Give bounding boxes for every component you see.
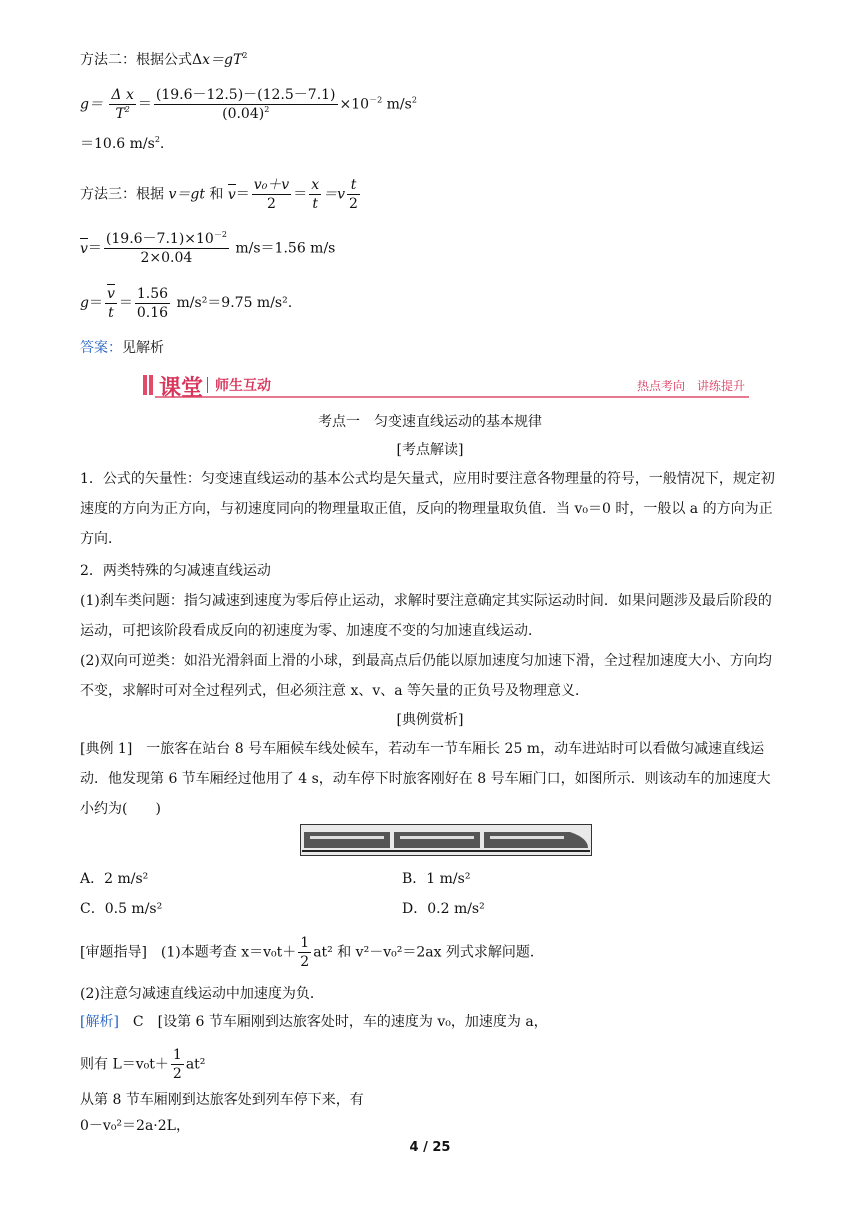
answer-text: 见解析 [122, 340, 164, 356]
option-c: C．0.5 m/s² [80, 901, 163, 917]
page-number: 4 / 25 [409, 1140, 451, 1155]
answer-line [80, 338, 164, 358]
paragraph-3: (1)刹车类问题：指匀减速到速度为零后停止运动，求解时要注意确定其实际运动时间．如果问题涉及最后阶段的运动，可把该阶段看成反向的初速度为零、加速度不变的匀加速直线运动． [80, 593, 772, 639]
paragraph-2: 2．两类特殊的匀减速直线运动 [80, 563, 271, 579]
analysis-title: [考点解读] [396, 442, 464, 458]
g-eq: g＝ [80, 96, 103, 113]
option-d: D．0.2 m/s² [402, 901, 485, 917]
guide-line: [审题指导] (1)本题考查 x＝v₀t＋ $\frac{1}{2}$ at² 和 v²－v₀²＝2ax 列式求解问题． [80, 935, 544, 970]
v-bar: v [228, 184, 236, 205]
method3-line: 方法三：根据 v＝gt 和 v＝ $\frac{\text{v₀＋v}}{2}$ ＝ $\frac{x}{t}$ ＝v $\frac{t}{2}$ [80, 177, 358, 212]
method2-label: 方法二：根据公式Δ [80, 52, 203, 68]
section-banner [143, 373, 749, 399]
option-a: A．2 m/s² [80, 871, 149, 887]
paragraph-1: 1．公式的矢量性：匀变速直线运动的基本公式均是矢量式，应用时要注意各物理量的符号，一般情况下，规定初速度的方向为正方向，与初速度同向的物理量取正值，反向的物理量取负值．当 v₀＝0 时，一般以 a 的方向为正方向． [80, 471, 775, 547]
option-b: B．1 m/s² [402, 871, 471, 887]
banner-right-text: 热点考向 讲练提升 [636, 379, 745, 393]
method2-calc: g＝ $\frac{\text{Δ x}}{T^2}$ ＝ $\frac{(19.6-12.5)-(12.5-7.1)}{(0.04)^2}$ $\times 10^{-2}$ $m/s^2$ [80, 87, 417, 122]
solution-formula: 则有 L＝v₀t＋ $\frac{1}{2}$ at² [80, 1047, 206, 1082]
banner-big-text: 课堂 [159, 376, 204, 401]
method2-formula: x＝gT [202, 52, 243, 68]
example-text: [典例 1] 一旅客在站台 8 号车厢候车线处候车，若动车一节车厢长 25 m，动车进站时可以看做匀减速直线运动．他发现第 6 节车厢经过他用了 4 s，动车停下时旅客刚好在 8 号车厢门口，如图所示．则该动车的加速度大小约为( ) [80, 741, 771, 817]
method2-line: 方法二：根据公式$\Delta x=gT^2$ [80, 51, 248, 68]
method3-vbar-calc: v＝ $\frac{(19.6-7.1)\times 10^{-2}}{2\times 0.04}$ m/s＝1.56 m/s [80, 230, 336, 266]
banner-small-text: 师生互动 [215, 378, 271, 394]
guide-label: [审题指导] [80, 944, 147, 961]
method3-g-calc: g＝ $\frac{v}{t}$ ＝ $\frac{1.56}{0.16}$ m/s²＝9.75 m/s². [80, 285, 293, 321]
guide-line-2: (2)注意匀减速直线运动中加速度为负． [80, 986, 324, 1002]
train-figure [300, 824, 592, 856]
method2-result: ＝10.6 $m/s^2$. [80, 135, 165, 152]
fraction-values: $\frac{(19.6-12.5)-(12.5-7.1)}{(0.04)^2}$ [155, 87, 336, 122]
solution-line-4: 0－v₀²＝2a·2L， [80, 1118, 190, 1134]
answer-label: 答案： [80, 340, 122, 356]
solution-label: [解析] [80, 1014, 119, 1030]
paragraph-4: (2)双向可逆类：如沿光滑斜面上滑的小球，到最高点后仍能以原加速度匀加速下滑，全过程加速度大小、方向均不变，求解时可对全过程列式，但必须注意 x、v、a 等矢量的正负号及物理意义． [80, 653, 772, 699]
fraction-dx-t2: $\frac{\text{Δ x}}{T^2}$ [111, 87, 134, 122]
topic-title: 考点一 匀变速直线运动的基本规律 [318, 414, 542, 430]
solution-line-3: 从第 8 节车厢刚到达旅客处到列车停下来，有 [80, 1092, 364, 1108]
solution-line: [解析] C [设第 6 节车厢刚到达旅客处时，车的速度为 v₀，加速度为 a， [80, 1014, 548, 1030]
train-image [300, 824, 592, 856]
example-title: [典例赏析] [396, 712, 464, 728]
